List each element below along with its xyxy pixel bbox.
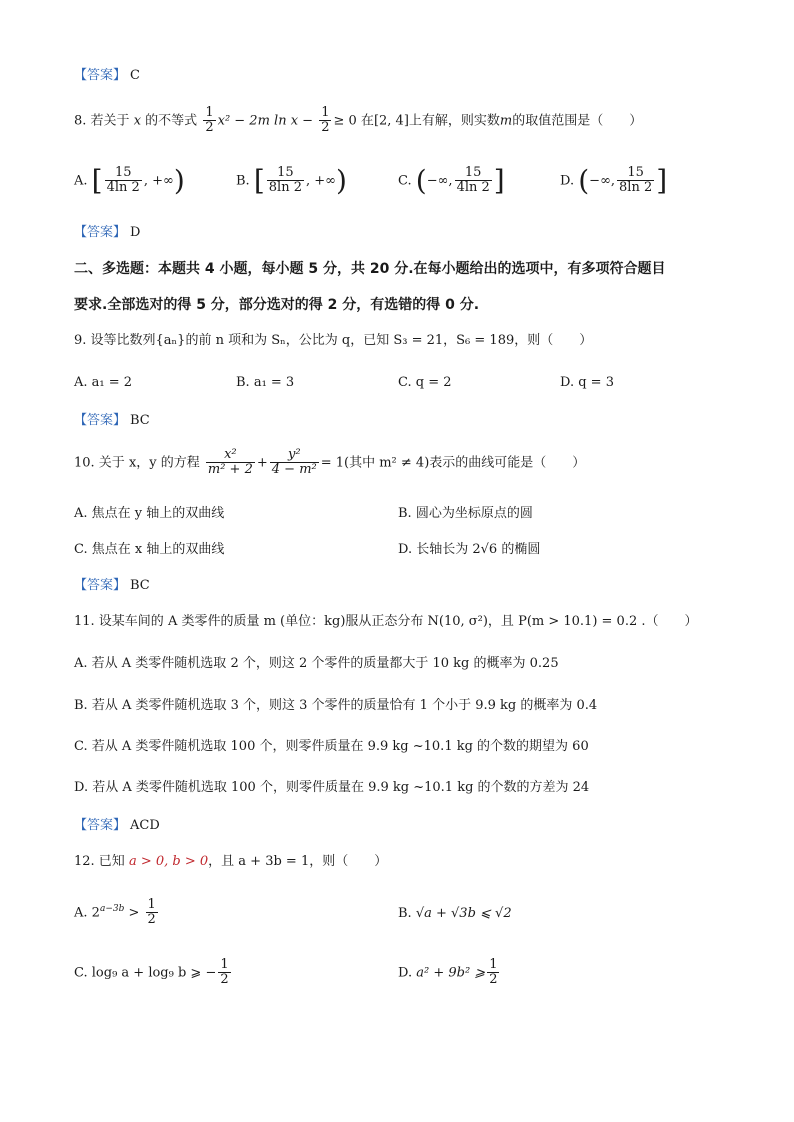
q10-frac [206,448,255,478]
frac-num: 1 [220,957,229,972]
q12-option-a [74,898,160,928]
q12-condition: a > 0, b > 0 [128,854,209,869]
option-label: B. [398,906,412,921]
frac-num: x² [206,448,255,463]
option-tail: , +∞ [305,173,336,189]
option-frac [487,958,499,988]
frac-den: 2 [321,120,330,136]
q10-plus: + [256,455,268,471]
answer-value: C [130,68,140,83]
answer-tag: 【答案】 [74,225,127,240]
option-frac [455,166,492,196]
q8-option-b [236,163,347,197]
q8-frac [203,106,215,136]
option-expr: log₉ a + log₉ b ⩾ − [91,965,217,981]
q8-interval: [2, 4] [373,113,409,129]
answer-tag: 【答案】 [74,818,127,833]
q9-stem: 9. 设等比数列{aₙ}的前 n 项和为 Sₙ，公比为 q，已知 S₃ = 21，S₆ = 189，则（ ） [74,333,593,348]
answer-tag: 【答案】 [74,578,127,593]
frac-den: 2 [489,972,498,988]
frac-num: y² [270,448,319,463]
q10-option-d: D. 长轴长为 2√6 的椭圆 [398,542,541,557]
answer-value: D [130,225,141,240]
q9-answer [74,413,150,429]
answer-tag: 【答案】 [74,68,127,83]
option-frac [617,166,654,196]
bracket: ) [173,163,185,197]
q11-answer [74,818,160,834]
frac-num: 15 [617,166,654,181]
q8-stem-text: 的取值范围是（ ） [512,113,643,129]
q9-option-a: A. a₁ = 2 [74,375,133,390]
q10-option-a: A. 焦点在 y 轴上的双曲线 [74,506,225,521]
q10-stem-text: = 1(其中 m² ≠ 4)表示的曲线可能是（ ） [320,455,586,471]
frac-num: 1 [321,105,330,120]
bracket: ( [415,163,427,197]
option-tail: , +∞ [143,173,174,189]
q8-var: m [499,113,513,129]
q8-option-d [560,163,668,197]
option-label: A. [74,173,88,189]
answer-tag: 【答案】 [74,413,127,428]
q8-stem-text: 在 [360,113,374,129]
option-expr: 2 [91,905,100,921]
frac-den: 2 [147,912,156,928]
q9-option-d: D. q = 3 [560,375,614,390]
frac-den: m² + 2 [207,462,253,478]
bracket: ] [656,163,668,197]
q10-option-c: C. 焦点在 x 轴上的双曲线 [74,542,225,557]
answer-value: BC [130,413,150,428]
bracket: [ [91,163,103,197]
option-frac [146,898,158,928]
q12-option-b [398,906,512,922]
answer-value: ACD [130,818,160,833]
frac-den: 4 − m² [271,462,317,478]
frac-den: 4ln 2 [106,180,140,196]
q8-stem [74,106,642,136]
frac-num: 15 [267,166,304,181]
option-label: C. [74,965,88,981]
q8-stem-text: 8. 若关于 [74,113,130,129]
q11-option-c: C. 若从 A 类零件随机选取 100 个，则零件质量在 9.9 kg ~10.1 kg 的个数的期望为 60 [74,739,589,754]
bracket: ] [493,163,505,197]
frac-num: 1 [489,957,498,972]
frac-den: 8ln 2 [268,180,302,196]
frac-num: 1 [205,105,214,120]
q12-stem-text: 12. 已知 [74,854,125,869]
option-label: D. [398,965,413,981]
frac-num: 15 [455,166,492,181]
q11-option-a: A. 若从 A 类零件随机选取 2 个，则这 2 个零件的质量都大于 10 kg 的概率为 0.25 [74,656,559,671]
q10-option-b: B. 圆心为坐标原点的圆 [398,506,533,521]
section-heading: 二、多选题：本题共 4 小题，每小题 5 分，共 20 分.在每小题给出的选项中，有多项符合题目 [74,261,666,277]
q12-option-d [398,958,501,988]
q10-answer [74,578,150,594]
answer-value: BC [130,578,150,593]
frac-den: 4ln 2 [456,180,490,196]
q8-answer [74,225,140,241]
q12-stem-text: ，且 a + 3b = 1，则（ ） [208,854,388,869]
bracket: ) [335,163,347,197]
frac-num: 1 [147,897,156,912]
frac-num: 15 [105,166,142,181]
q8-option-c [398,163,505,197]
q10-stem [74,448,585,478]
option-op: > [128,905,140,921]
q11-option-d: D. 若从 A 类零件随机选取 100 个，则零件质量在 9.9 kg ~10.1 kg 的个数的方差为 24 [74,780,590,795]
q11-option-b: B. 若从 A 类零件随机选取 3 个，则这 3 个零件的质量恰有 1 个小于 9.9 kg 的概率为 0.4 [74,698,598,713]
q8-ineq: x² − 2m ln x − [217,113,314,129]
option-label: D. [560,173,575,189]
q12-option-c [74,958,233,988]
q8-stem-text: 的不等式 [145,113,198,129]
q10-stem-text: 10. 关于 x，y 的方程 [74,455,200,471]
q8-stem-text: 上有解，则实数 [408,113,500,129]
q8-frac [319,106,331,136]
option-frac [218,958,230,988]
q8-var: x [133,113,142,129]
option-expr: √a + √3b ⩽ √2 [415,906,512,921]
option-label: C. [398,173,412,189]
section-heading: 要求.全部选对的得 5 分，部分选对的得 2 分，有选错的得 0 分. [74,297,480,313]
frac-den: 8ln 2 [619,180,653,196]
option-label: B. [236,173,250,189]
q11-stem: 11. 设某车间的 A 类零件的质量 m (单位：kg)服从正态分布 N(10, σ²)，且 P(m > 10.1) = 0.2 .（ ） [74,614,698,629]
q9-option-c: C. q = 2 [398,375,452,390]
q10-frac [270,448,319,478]
q7-answer [74,68,140,84]
option-frac [267,166,304,196]
bracket: [ [253,163,265,197]
option-exponent: a−3b [99,903,125,914]
option-frac [105,166,142,196]
q8-option-a [74,163,185,197]
frac-den: 2 [205,120,214,136]
option-head: −∞, [589,173,616,189]
bracket: ( [578,163,590,197]
option-label: A. [74,905,88,921]
q8-ineq-tail: ≥ 0 [333,113,357,129]
option-head: −∞, [426,173,453,189]
q9-option-b: B. a₁ = 3 [236,375,295,390]
option-expr: a² + 9b² ⩾ [416,965,486,981]
q12-stem [74,854,387,870]
frac-den: 2 [220,972,229,988]
